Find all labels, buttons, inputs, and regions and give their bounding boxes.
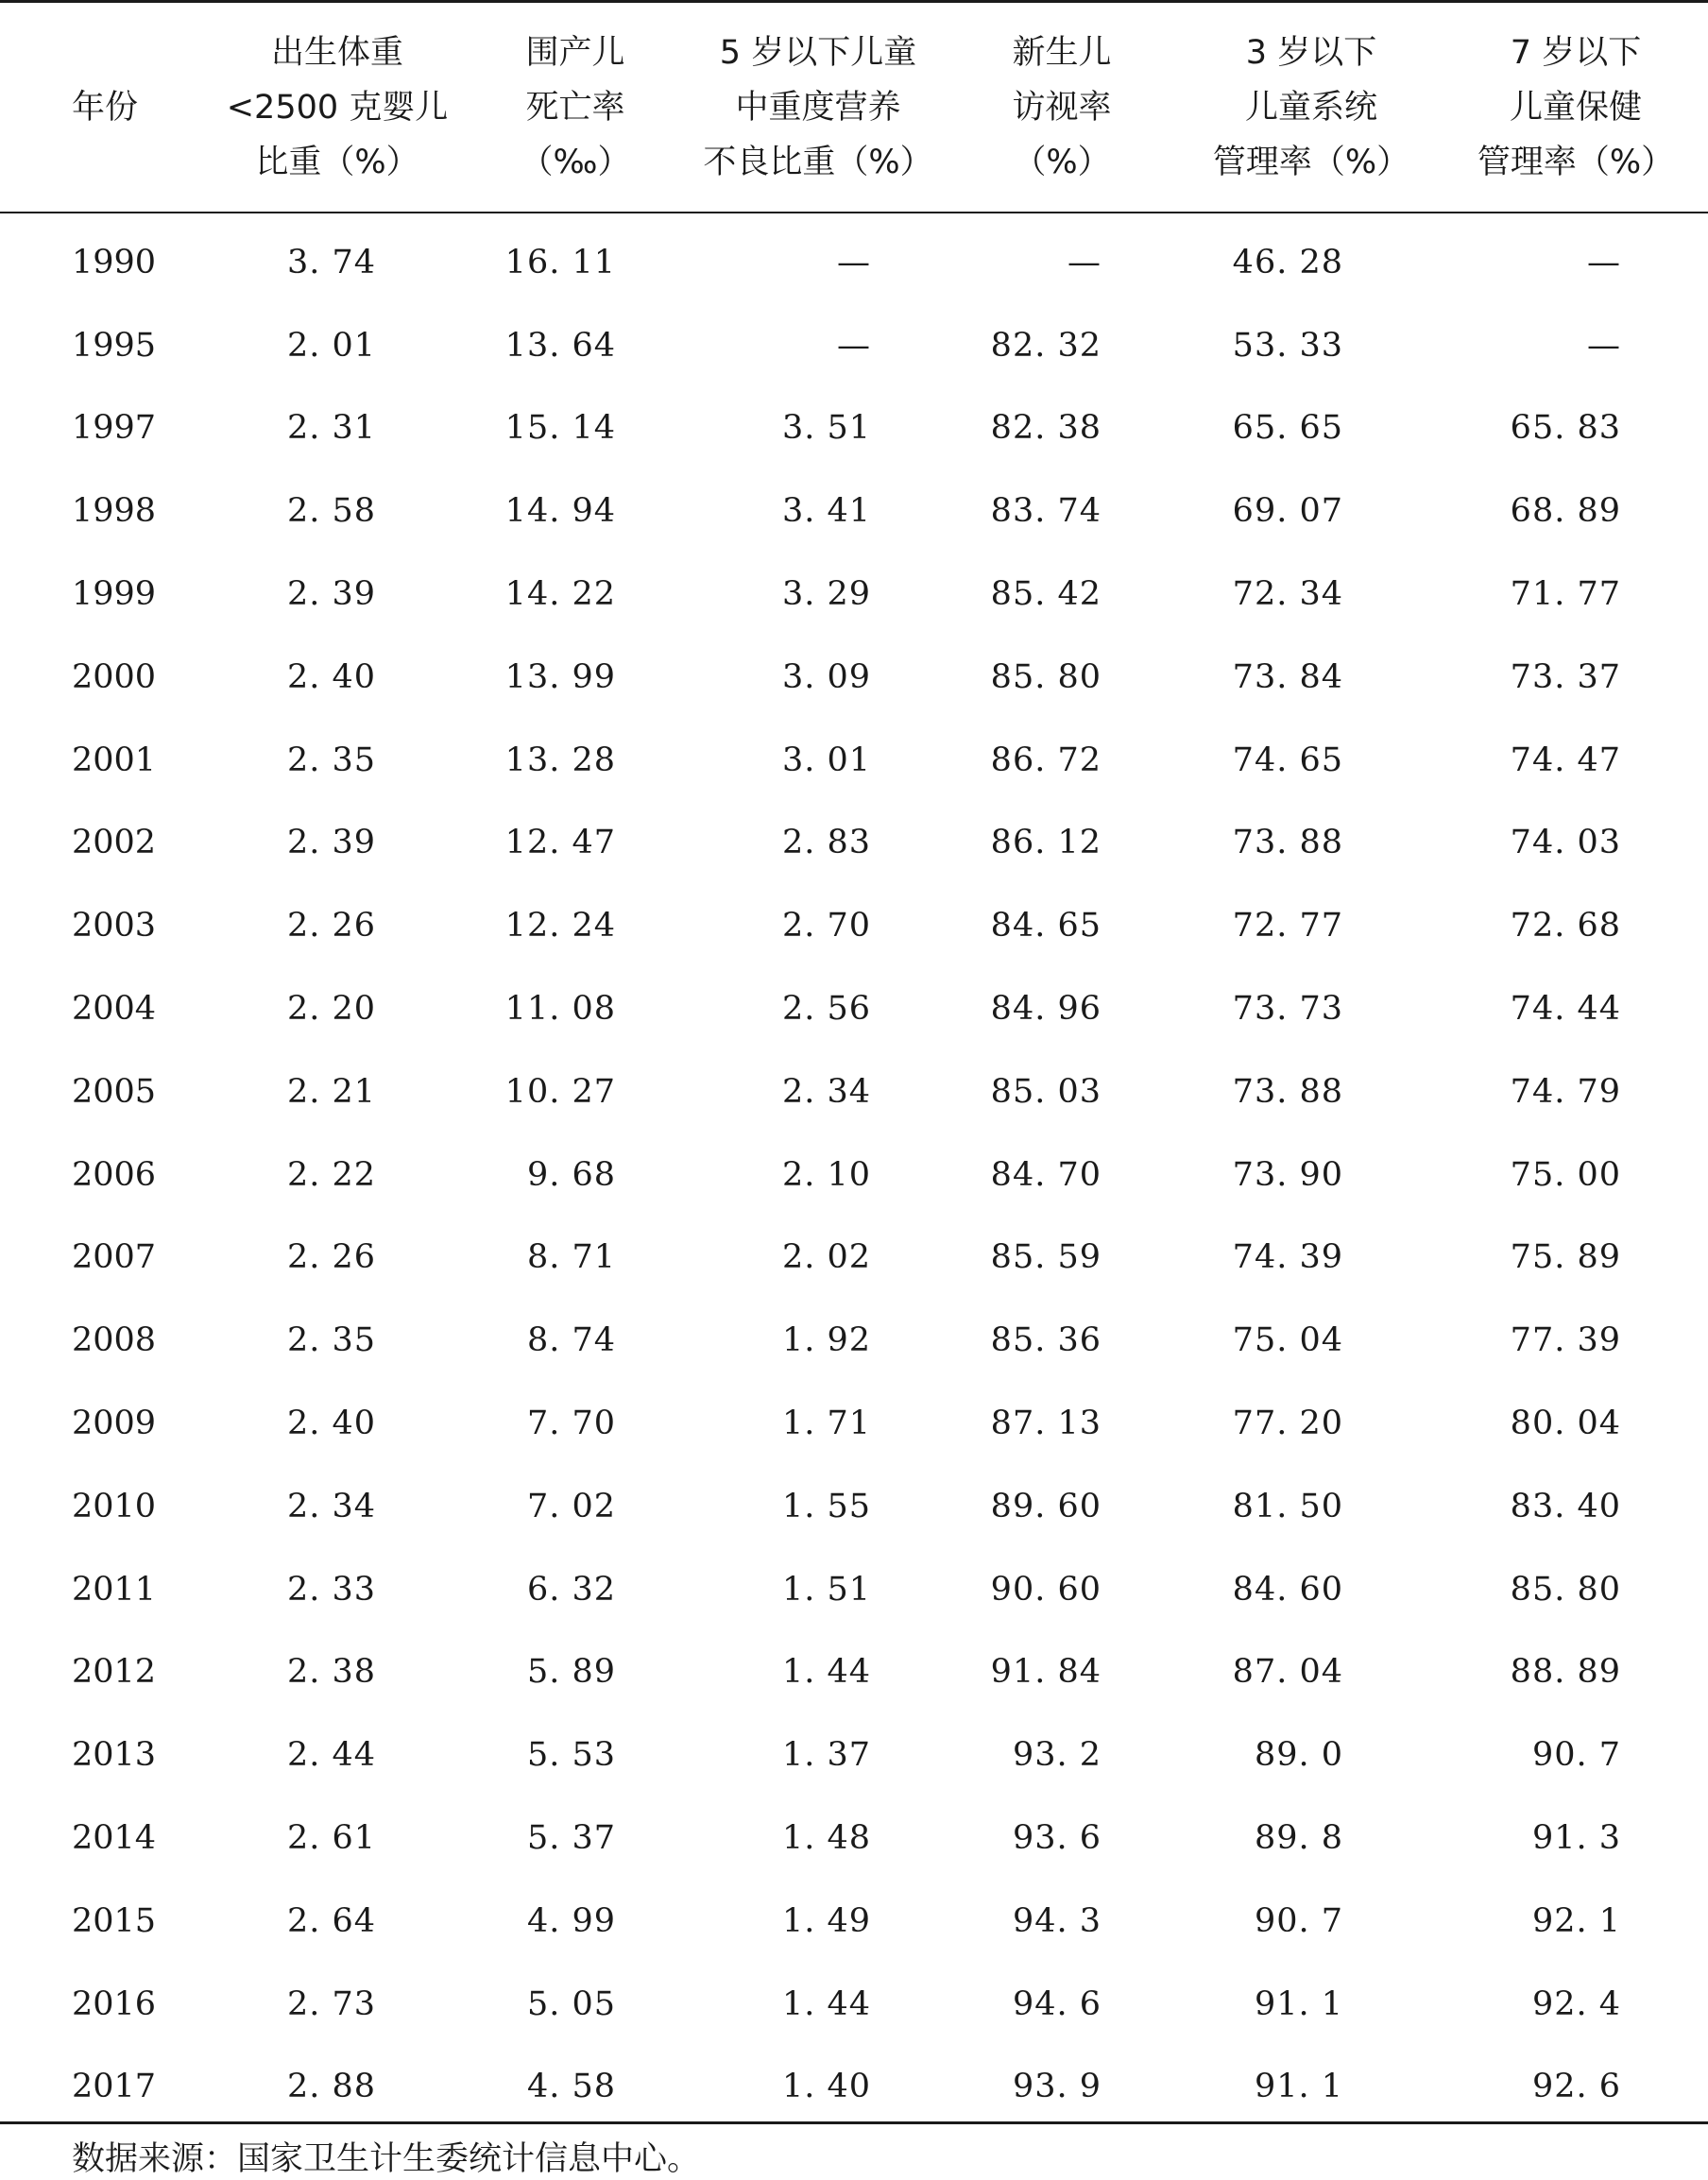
value-cell-perinatal-mortality: 4. 58 <box>526 2068 616 2106</box>
value-cell-under3-management: 84. 60 <box>1232 1570 1343 1609</box>
value-cell-perinatal-mortality: 13. 99 <box>504 657 616 696</box>
value-cell-under7-management: 74. 44 <box>1510 990 1621 1029</box>
value-cell-under3-management: 91. 1 <box>1254 2068 1343 2106</box>
value-cell-malnutrition-under5: 3. 01 <box>781 741 871 779</box>
value-cell-under7-management: — <box>1587 243 1621 281</box>
value-cell-under7-management: 74. 79 <box>1510 1072 1621 1111</box>
value-cell-under3-management: 46. 28 <box>1232 243 1343 281</box>
year-cell: 1990 <box>72 243 157 281</box>
value-cell-malnutrition-under5: 2. 83 <box>781 824 871 862</box>
value-cell-newborn-visit: 85. 42 <box>990 575 1102 614</box>
value-cell-low-birth-weight: 2. 40 <box>286 657 376 696</box>
value-cell-newborn-visit: 86. 72 <box>990 741 1102 779</box>
value-cell-malnutrition-under5: 1. 51 <box>781 1570 871 1609</box>
value-cell-under7-management: 88. 89 <box>1510 1653 1621 1692</box>
value-cell-low-birth-weight: 2. 35 <box>286 1321 376 1360</box>
table-body <box>0 212 1708 2128</box>
value-cell-low-birth-weight: 2. 58 <box>286 492 376 531</box>
year-cell: 2003 <box>72 907 157 945</box>
value-cell-perinatal-mortality: 7. 70 <box>526 1405 616 1443</box>
value-cell-newborn-visit: 87. 13 <box>990 1405 1102 1443</box>
value-cell-perinatal-mortality: 5. 89 <box>526 1653 616 1692</box>
value-cell-newborn-visit: 93. 2 <box>1012 1736 1102 1775</box>
header-row <box>0 3 1708 212</box>
header-line: （‰） <box>520 143 631 181</box>
value-cell-malnutrition-under5: 1. 49 <box>781 1901 871 1940</box>
value-cell-under3-management: 73. 84 <box>1232 657 1343 696</box>
year-cell: 2017 <box>72 2068 157 2106</box>
value-cell-newborn-visit: — <box>1068 243 1102 281</box>
value-cell-newborn-visit: 90. 60 <box>990 1570 1102 1609</box>
value-cell-under7-management: 77. 39 <box>1510 1321 1621 1360</box>
value-cell-low-birth-weight: 3. 74 <box>286 243 376 281</box>
header-line: 5 岁以下儿童 <box>719 33 917 72</box>
value-cell-newborn-visit: 91. 84 <box>990 1653 1102 1692</box>
value-cell-under7-management: 71. 77 <box>1510 575 1621 614</box>
value-cell-under3-management: 75. 04 <box>1232 1321 1343 1360</box>
year-cell: 2008 <box>72 1321 157 1360</box>
value-cell-under3-management: 74. 39 <box>1232 1238 1343 1277</box>
value-cell-low-birth-weight: 2. 61 <box>286 1819 376 1858</box>
value-cell-under7-management: 65. 83 <box>1510 409 1621 448</box>
year-cell: 1999 <box>72 575 157 614</box>
table-row <box>0 1548 1708 1631</box>
value-cell-malnutrition-under5: 1. 40 <box>781 2068 871 2106</box>
value-cell-low-birth-weight: 2. 73 <box>286 1984 376 2023</box>
header-line: 围产儿 <box>525 33 625 72</box>
value-cell-low-birth-weight: 2. 22 <box>286 1155 376 1194</box>
header-line: 不良比重（%） <box>703 143 933 181</box>
table-row <box>0 967 1708 1050</box>
column-header-newborn-visit <box>945 3 1179 212</box>
value-cell-newborn-visit: 85. 59 <box>990 1238 1102 1277</box>
value-cell-newborn-visit: 89. 60 <box>990 1487 1102 1525</box>
table-row <box>0 1465 1708 1548</box>
year-cell: 2012 <box>72 1653 157 1692</box>
table-row <box>0 212 1708 304</box>
value-cell-under3-management: 87. 04 <box>1232 1653 1343 1692</box>
header-line: 年份 <box>72 88 139 127</box>
value-cell-under3-management: 91. 1 <box>1254 1984 1343 2023</box>
header-line: 比重（%） <box>255 143 419 181</box>
header-line: 管理率（%） <box>1477 143 1675 181</box>
value-cell-under3-management: 73. 90 <box>1232 1155 1343 1194</box>
table-row <box>0 553 1708 636</box>
value-cell-under3-management: 89. 0 <box>1254 1736 1343 1775</box>
value-cell-newborn-visit: 83. 74 <box>990 492 1102 531</box>
header-line: 7 岁以下 <box>1510 33 1642 72</box>
value-cell-low-birth-weight: 2. 39 <box>286 575 376 614</box>
header-line: 管理率（%） <box>1212 143 1410 181</box>
header-line: 中重度营养 <box>735 88 901 127</box>
header-line: <2500 克婴儿 <box>226 88 449 127</box>
value-cell-perinatal-mortality: 14. 94 <box>504 492 616 531</box>
value-cell-under3-management: 81. 50 <box>1232 1487 1343 1525</box>
value-cell-under7-management: 75. 00 <box>1510 1155 1621 1194</box>
value-cell-low-birth-weight: 2. 26 <box>286 1238 376 1277</box>
value-cell-newborn-visit: 93. 9 <box>1012 2068 1102 2106</box>
value-cell-under7-management: — <box>1587 326 1621 365</box>
table-row <box>0 469 1708 553</box>
value-cell-perinatal-mortality: 8. 71 <box>526 1238 616 1277</box>
header-line: 访视率 <box>1012 88 1112 127</box>
year-cell: 2005 <box>72 1072 157 1111</box>
value-cell-newborn-visit: 84. 96 <box>990 990 1102 1029</box>
table-row <box>0 1631 1708 1714</box>
value-cell-under3-management: 72. 77 <box>1232 907 1343 945</box>
value-cell-under7-management: 91. 3 <box>1531 1819 1621 1858</box>
value-cell-malnutrition-under5: 1. 37 <box>781 1736 871 1775</box>
value-cell-malnutrition-under5: 3. 51 <box>781 409 871 448</box>
value-cell-newborn-visit: 82. 38 <box>990 409 1102 448</box>
value-cell-under3-management: 74. 65 <box>1232 741 1343 779</box>
value-cell-under7-management: 74. 47 <box>1510 741 1621 779</box>
year-cell: 1995 <box>72 326 157 365</box>
value-cell-malnutrition-under5: 1. 48 <box>781 1819 871 1858</box>
year-cell: 1997 <box>72 409 157 448</box>
value-cell-under3-management: 65. 65 <box>1232 409 1343 448</box>
table-row <box>0 1382 1708 1465</box>
table-row <box>0 1133 1708 1217</box>
column-header-under3-management <box>1179 3 1443 212</box>
year-cell: 1998 <box>72 492 157 531</box>
table-row <box>0 719 1708 802</box>
value-cell-newborn-visit: 84. 65 <box>990 907 1102 945</box>
value-cell-under7-management: 73. 37 <box>1510 657 1621 696</box>
year-cell: 2001 <box>72 741 157 779</box>
value-cell-low-birth-weight: 2. 64 <box>286 1901 376 1940</box>
column-header-year <box>0 3 215 212</box>
value-cell-newborn-visit: 93. 6 <box>1012 1819 1102 1858</box>
value-cell-low-birth-weight: 2. 01 <box>286 326 376 365</box>
value-cell-perinatal-mortality: 12. 47 <box>504 824 616 862</box>
header-line: 儿童保健 <box>1509 88 1642 127</box>
data-source-note: 数据来源：国家卫生计生委统计信息中心。 <box>72 2140 701 2178</box>
value-cell-under3-management: 73. 88 <box>1232 1072 1343 1111</box>
table-row <box>0 802 1708 885</box>
value-cell-low-birth-weight: 2. 34 <box>286 1487 376 1525</box>
table-row <box>0 1299 1708 1382</box>
year-cell: 2010 <box>72 1487 157 1525</box>
value-cell-malnutrition-under5: 3. 41 <box>781 492 871 531</box>
table-row <box>0 1797 1708 1880</box>
value-cell-perinatal-mortality: 12. 24 <box>504 907 616 945</box>
value-cell-low-birth-weight: 2. 20 <box>286 990 376 1029</box>
column-header-low-birth-weight <box>215 3 459 212</box>
year-cell: 2015 <box>72 1901 157 1940</box>
value-cell-under7-management: 74. 03 <box>1510 824 1621 862</box>
year-cell: 2013 <box>72 1736 157 1775</box>
value-cell-perinatal-mortality: 8. 74 <box>526 1321 616 1360</box>
value-cell-under3-management: 72. 34 <box>1232 575 1343 614</box>
value-cell-malnutrition-under5: 2. 70 <box>781 907 871 945</box>
table-row <box>0 636 1708 719</box>
year-cell: 2016 <box>72 1984 157 2023</box>
value-cell-newborn-visit: 94. 6 <box>1012 1984 1102 2023</box>
value-cell-under7-management: 83. 40 <box>1510 1487 1621 1525</box>
year-cell: 2014 <box>72 1819 157 1858</box>
value-cell-newborn-visit: 84. 70 <box>990 1155 1102 1194</box>
column-header-under7-management <box>1443 3 1708 212</box>
value-cell-perinatal-mortality: 5. 05 <box>526 1984 616 2023</box>
value-cell-under7-management: 80. 04 <box>1510 1405 1621 1443</box>
value-cell-low-birth-weight: 2. 21 <box>286 1072 376 1111</box>
value-cell-low-birth-weight: 2. 38 <box>286 1653 376 1692</box>
value-cell-malnutrition-under5: 1. 92 <box>781 1321 871 1360</box>
value-cell-malnutrition-under5: 1. 55 <box>781 1487 871 1525</box>
value-cell-newborn-visit: 94. 3 <box>1012 1901 1102 1940</box>
value-cell-low-birth-weight: 2. 26 <box>286 907 376 945</box>
column-header-perinatal-mortality <box>459 3 692 212</box>
child-health-table <box>0 3 1708 2128</box>
year-cell: 2004 <box>72 990 157 1029</box>
header-line: 儿童系统 <box>1244 88 1377 127</box>
year-cell: 2009 <box>72 1405 157 1443</box>
value-cell-low-birth-weight: 2. 88 <box>286 2068 376 2106</box>
year-cell: 2000 <box>72 657 157 696</box>
value-cell-under7-management: 75. 89 <box>1510 1238 1621 1277</box>
value-cell-under3-management: 53. 33 <box>1232 326 1343 365</box>
value-cell-perinatal-mortality: 14. 22 <box>504 575 616 614</box>
value-cell-under7-management: 85. 80 <box>1510 1570 1621 1609</box>
value-cell-newborn-visit: 82. 32 <box>990 326 1102 365</box>
value-cell-low-birth-weight: 2. 35 <box>286 741 376 779</box>
value-cell-malnutrition-under5: — <box>837 326 871 365</box>
value-cell-under7-management: 92. 6 <box>1531 2068 1621 2106</box>
value-cell-under3-management: 73. 73 <box>1232 990 1343 1029</box>
value-cell-malnutrition-under5: 1. 44 <box>781 1653 871 1692</box>
year-cell: 2007 <box>72 1238 157 1277</box>
header-line: 出生体重 <box>270 33 403 72</box>
value-cell-perinatal-mortality: 13. 28 <box>504 741 616 779</box>
value-cell-low-birth-weight: 2. 40 <box>286 1405 376 1443</box>
value-cell-low-birth-weight: 2. 44 <box>286 1736 376 1775</box>
table-row <box>0 1050 1708 1133</box>
value-cell-malnutrition-under5: 2. 10 <box>781 1155 871 1194</box>
value-cell-malnutrition-under5: — <box>837 243 871 281</box>
value-cell-under3-management: 77. 20 <box>1232 1405 1343 1443</box>
value-cell-malnutrition-under5: 2. 02 <box>781 1238 871 1277</box>
value-cell-newborn-visit: 85. 80 <box>990 657 1102 696</box>
table-row <box>0 1963 1708 2046</box>
value-cell-under7-management: 90. 7 <box>1531 1736 1621 1775</box>
value-cell-under7-management: 92. 4 <box>1531 1984 1621 2023</box>
value-cell-perinatal-mortality: 5. 53 <box>526 1736 616 1775</box>
year-cell: 2006 <box>72 1155 157 1194</box>
table-row <box>0 304 1708 387</box>
year-cell: 2002 <box>72 824 157 862</box>
header-line: 3 岁以下 <box>1245 33 1377 72</box>
header-line: 新生儿 <box>1012 33 1112 72</box>
header-line: （%） <box>1013 143 1111 181</box>
value-cell-under7-management: 92. 1 <box>1531 1901 1621 1940</box>
value-cell-perinatal-mortality: 16. 11 <box>504 243 616 281</box>
value-cell-perinatal-mortality: 4. 99 <box>526 1901 616 1940</box>
value-cell-under3-management: 90. 7 <box>1254 1901 1343 1940</box>
value-cell-malnutrition-under5: 2. 56 <box>781 990 871 1029</box>
table-row <box>0 1217 1708 1300</box>
table-row <box>0 884 1708 967</box>
value-cell-newborn-visit: 86. 12 <box>990 824 1102 862</box>
value-cell-under7-management: 72. 68 <box>1510 907 1621 945</box>
value-cell-perinatal-mortality: 7. 02 <box>526 1487 616 1525</box>
column-header-malnutrition-under5 <box>692 3 945 212</box>
value-cell-under3-management: 73. 88 <box>1232 824 1343 862</box>
table-row <box>0 387 1708 470</box>
value-cell-malnutrition-under5: 3. 09 <box>781 657 871 696</box>
value-cell-under7-management: 68. 89 <box>1510 492 1621 531</box>
value-cell-perinatal-mortality: 11. 08 <box>504 990 616 1029</box>
value-cell-newborn-visit: 85. 36 <box>990 1321 1102 1360</box>
value-cell-malnutrition-under5: 1. 44 <box>781 1984 871 2023</box>
value-cell-perinatal-mortality: 5. 37 <box>526 1819 616 1858</box>
value-cell-malnutrition-under5: 3. 29 <box>781 575 871 614</box>
value-cell-low-birth-weight: 2. 33 <box>286 1570 376 1609</box>
table-row <box>0 1880 1708 1963</box>
value-cell-perinatal-mortality: 6. 32 <box>526 1570 616 1609</box>
value-cell-malnutrition-under5: 1. 71 <box>781 1405 871 1443</box>
table-row <box>0 2046 1708 2129</box>
value-cell-under3-management: 69. 07 <box>1232 492 1343 531</box>
header-line: 死亡率 <box>525 88 625 127</box>
value-cell-malnutrition-under5: 2. 34 <box>781 1072 871 1111</box>
value-cell-perinatal-mortality: 15. 14 <box>504 409 616 448</box>
table-header <box>0 3 1708 212</box>
value-cell-perinatal-mortality: 10. 27 <box>504 1072 616 1111</box>
value-cell-perinatal-mortality: 9. 68 <box>526 1155 616 1194</box>
value-cell-low-birth-weight: 2. 39 <box>286 824 376 862</box>
table-row <box>0 1713 1708 1797</box>
year-cell: 2011 <box>72 1570 157 1609</box>
value-cell-perinatal-mortality: 13. 64 <box>504 326 616 365</box>
value-cell-newborn-visit: 85. 03 <box>990 1072 1102 1111</box>
value-cell-under3-management: 89. 8 <box>1254 1819 1343 1858</box>
value-cell-low-birth-weight: 2. 31 <box>286 409 376 448</box>
